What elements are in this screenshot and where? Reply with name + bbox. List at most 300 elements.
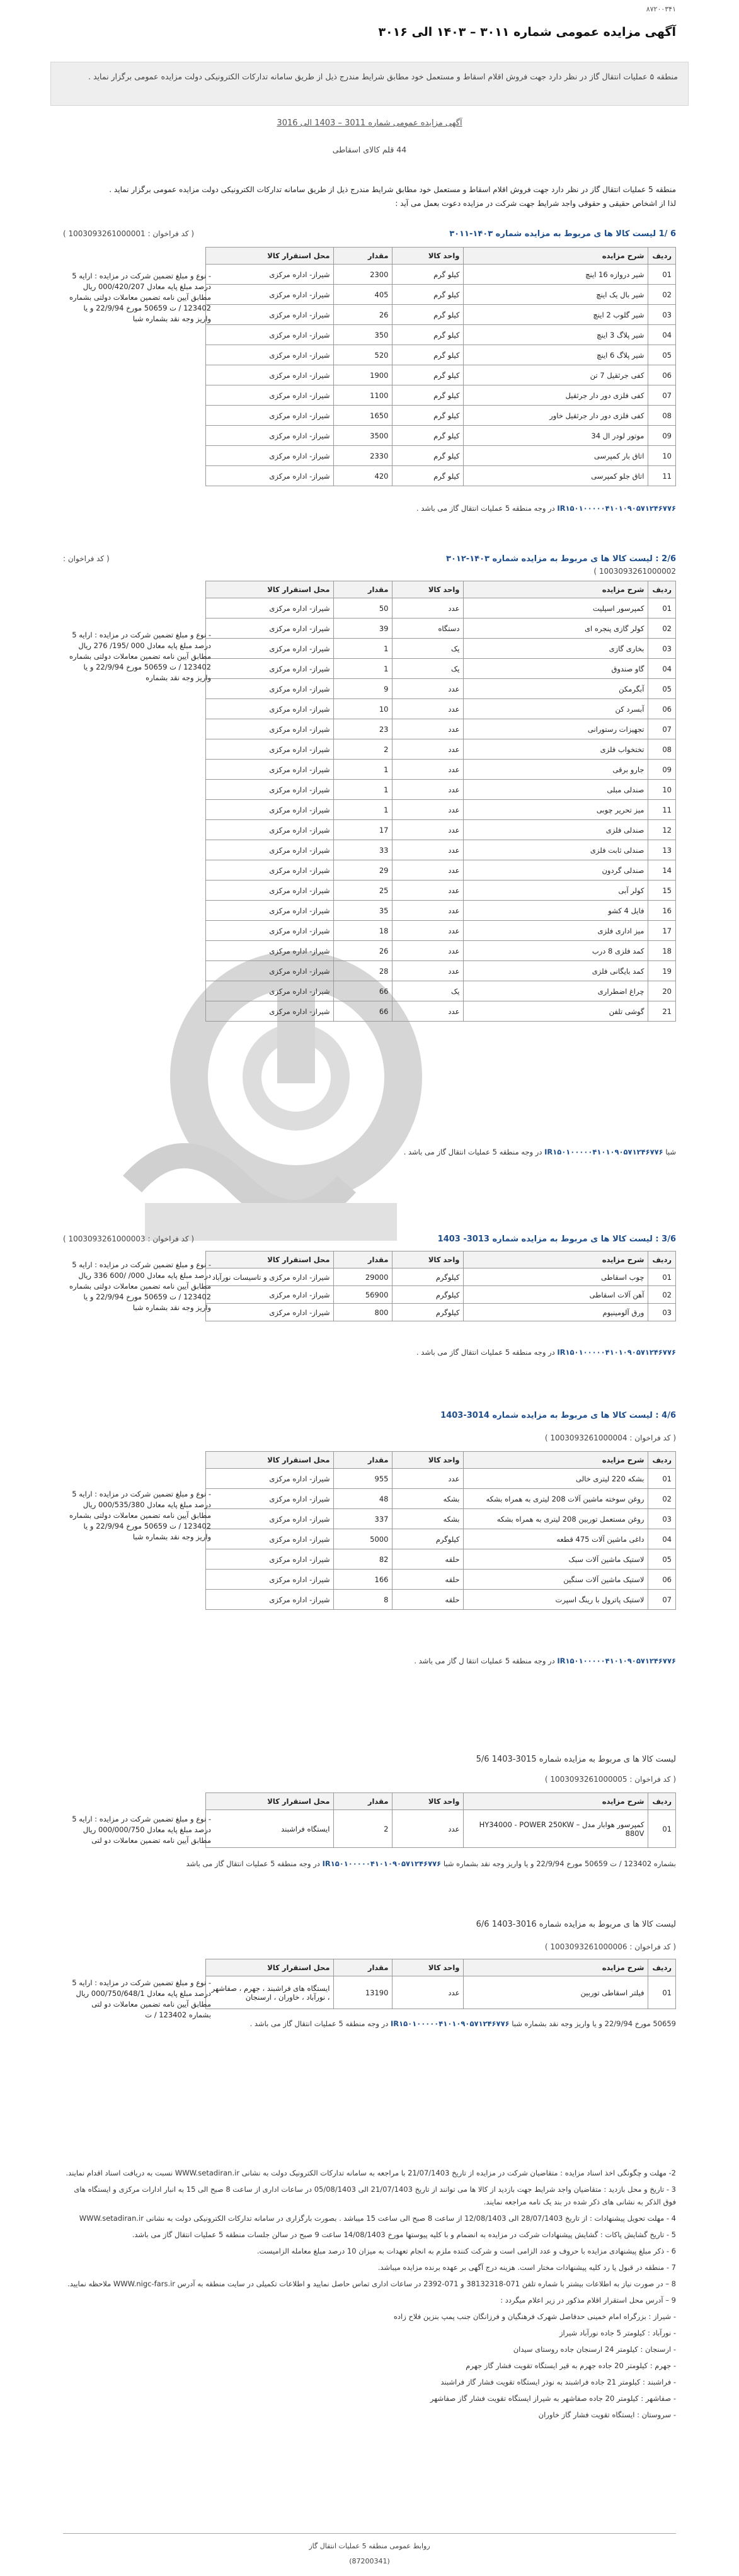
section-4-title [63, 1411, 676, 1420]
cell-row: 01 [648, 1810, 676, 1848]
cell-name: روغن سوخته ماشین آلات 208 لیتری به همراه بشکه [464, 1489, 648, 1509]
column-header-name: شرح مزایده [464, 248, 648, 265]
cell-place: شیراز- اداره مرکزی [206, 265, 334, 285]
table-header-row [206, 1452, 676, 1469]
section-4-heading: 4/6 : لیست کالا ها ی مربوط به مزایده شماره 3014-1403 [440, 1411, 676, 1420]
cell-place: شیراز- اداره مرکزی [206, 1509, 334, 1529]
conditions-list [63, 2167, 676, 2425]
cell-place: شیراز- اداره مرکزی [206, 881, 334, 901]
section-1-foot: در وجه منطقه 5 عملیات انتقال گاز می باشد . [416, 504, 555, 513]
cell-qty: 39 [334, 618, 392, 639]
cell-row: 04 [648, 325, 676, 345]
column-header-unit: واحد کالا [392, 1959, 464, 1976]
condition-item: - نورآباد : کیلومتر 5 جاده نورآباد شیراز [559, 2328, 676, 2337]
cell-name: صندلی ثابت فلزی [464, 840, 648, 860]
cell-name: شیر دروازه 16 اینچ [464, 265, 648, 285]
table-row [206, 345, 676, 365]
table-row [206, 800, 676, 820]
cell-name: لاستیک ماشین آلات سبک [464, 1549, 648, 1570]
cell-row: 05 [648, 1549, 676, 1570]
cell-place: شیراز- اداره مرکزی [206, 598, 334, 618]
cell-row: 04 [648, 1529, 676, 1549]
cell-unit: کیلوگرم [392, 1286, 464, 1304]
cell-unit: عدد [392, 1469, 464, 1489]
cell-place: شیراز- اداره مرکزی [206, 719, 334, 739]
table-row [206, 1976, 676, 2009]
cell-place: شیراز- اداره مرکزی [206, 820, 334, 840]
cell-row: 05 [648, 345, 676, 365]
cell-qty: 1 [334, 659, 392, 679]
footer-code: (87200341) [349, 2557, 390, 2565]
cell-qty: 13190 [334, 1976, 392, 2009]
section-1-payment-line [63, 504, 676, 513]
cell-place: شیراز- اداره مرکزی [206, 981, 334, 1001]
cell-name: تجهیزات رستورانی [464, 719, 648, 739]
table-row [206, 961, 676, 981]
cell-name: داغی ماشین آلات 475 قطعه [464, 1529, 648, 1549]
table-row [206, 1286, 676, 1304]
cell-row: 03 [648, 639, 676, 659]
cell-name: شیر بال یک اینچ [464, 285, 648, 305]
cell-place: شیراز- اداره مرکزی [206, 1529, 334, 1549]
section-5-code: ( کد فراخوان : 1003093261000005 ) [544, 1775, 676, 1784]
cell-row: 08 [648, 406, 676, 426]
section-6-table [205, 1959, 676, 2009]
section-2-table [205, 581, 676, 1022]
cell-unit: عدد [392, 719, 464, 739]
table-row [206, 739, 676, 760]
table-row [206, 466, 676, 486]
cell-unit: بشکه [392, 1509, 464, 1529]
cell-qty: 1 [334, 780, 392, 800]
cell-place: شیراز- اداره مرکزی [206, 446, 334, 466]
cell-name: تختخواب فلزی [464, 739, 648, 760]
cell-unit: عدد [392, 840, 464, 860]
column-header-name: شرح مزایده [464, 1251, 648, 1268]
section-4-foot: در وجه منطقه 5 عملیات انتقا ل گاز می باشد . [414, 1656, 555, 1665]
cell-row: 12 [648, 820, 676, 840]
section-3-iban: IR۱۵۰۱۰۰۰۰۰۴۱۰۱۰۹۰۵۷۱۲۴۶۷۷۶ [557, 1348, 676, 1357]
column-header-name: شرح مزایده [464, 581, 648, 598]
invitation-line: لذا از اشخاص حقیقی و حقوقی واجد شرایط جهت شرکت در مزایده دعوت بعمل می آید : [395, 199, 676, 208]
condition-item: - جهرم : کیلومتر 20 جاده جهرم به قیر ایستگاه تقویت فشار گاز جهرم [466, 2361, 676, 2370]
cell-row: 09 [648, 760, 676, 780]
column-header-name: شرح مزایده [464, 1793, 648, 1810]
cell-unit: حلقه [392, 1549, 464, 1570]
intro-box: منطقه ۵ عملیات انتقال گاز در نظر دارد جهت فروش اقلام اسقاط و مستعمل خود مطابق شرایط مندرج ذیل از طریق سامانه تدارکات الکترونیکی دولت مزایده عمومی برگزار نماید . [50, 62, 689, 106]
condition-item: 5 - تاریخ گشایش پاکات : گشایش پیشنهادات شرکت در مزایده به انضمام و با کلیه پیوستها مورخ 14/08/1403 ساعت 9 صبح در سالن جلسات منطقه 5 عملیات انتقال گاز می باشد. [132, 2230, 676, 2239]
cell-place: شیراز- اداره مرکزی [206, 659, 334, 679]
section-5-payment-line [63, 1859, 676, 1868]
cell-name: صندلی گردون [464, 860, 648, 881]
cell-unit: عدد [392, 800, 464, 820]
cell-row: 06 [648, 365, 676, 385]
cell-qty: 48 [334, 1489, 392, 1509]
table-row [206, 1810, 676, 1848]
cell-place: شیراز- اداره مرکزی [206, 365, 334, 385]
condition-item: - صفاشهر : کیلومتر 20 جاده صفاشهر به شیراز ایستگاه تقویت فشار گاز صفاشهر [430, 2394, 676, 2403]
section-1-guarantee-note: - نوع و مبلغ تضمین شرکت در مزایده : ارایه 5 درصد مبلغ پایه معادل 000/420/207 ریال مطابق آیین نامه تضمین معاملات دولتی بشماره 123402 / ت 50659 مورخ 22/9/94 و یا واریز وجه نقد بشماره شبا [69, 271, 211, 323]
cell-qty: 56900 [334, 1286, 392, 1304]
table-row [206, 699, 676, 719]
table-header-row [206, 581, 676, 598]
cell-unit: دستگاه [392, 618, 464, 639]
table-row [206, 1001, 676, 1022]
cell-name: کفی فلزی دور دار جرثقیل [464, 385, 648, 406]
section-6-foot: در وجه منطقه 5 عملیات انتقال گاز می باشد . [249, 2019, 389, 2028]
cell-qty: 350 [334, 325, 392, 345]
cell-name: لاستیک ماشین آلات سنگین [464, 1570, 648, 1590]
section-3-heading: 3/6 : لیست کالا ها ی مربوط به مزایده شماره 3013- 1403 [437, 1234, 676, 1244]
cell-unit: کیلو گرم [392, 265, 464, 285]
cell-name: جارو برقی [464, 760, 648, 780]
cell-place: شیراز- اداره مرکزی [206, 1570, 334, 1590]
cell-qty: 1650 [334, 406, 392, 426]
section-2-code: 1003093261000002 ) [593, 567, 676, 576]
cell-unit: عدد [392, 961, 464, 981]
cell-qty: 955 [334, 1469, 392, 1489]
column-header-qty: مقدار [334, 1251, 392, 1268]
condition-item: 3 - تاریخ و محل بازدید : متقاضیان واجد شرایط جهت بازدید از کالا ها می توانند از تاریخ 21/07/1403 الی 05/08/1403 در ساعات اداری از ساعت 8 صبح الی 15 به انبار ادارات مرکزی و ایستگاه های فوق الذکر به نشانی های ذکر شده در بند یک نامه مراجعه نمایند. [74, 2185, 676, 2206]
cell-unit: عدد [392, 780, 464, 800]
goods-count: 44 قلم کالای اسقاطی [332, 145, 407, 154]
cell-row: 18 [648, 941, 676, 961]
cell-qty: 28 [334, 961, 392, 981]
cell-qty: 420 [334, 466, 392, 486]
cell-row: 20 [648, 981, 676, 1001]
cell-place: شیراز- اداره مرکزی [206, 1001, 334, 1022]
cell-unit: یک [392, 981, 464, 1001]
cell-place: شیراز- اداره مرکزی [206, 1489, 334, 1509]
cell-qty: 66 [334, 981, 392, 1001]
cell-row: 04 [648, 659, 676, 679]
cell-qty: 1100 [334, 385, 392, 406]
condition-item: 6 - ذکر مبلغ پیشنهادی مزایده با حروف و عدد الزامی است و شرکت کننده ملزم به انجام تعهدات به میزان 10 درصد مبلغ معامله الزامیست. [256, 2247, 676, 2255]
column-header-row: ردیف [648, 248, 676, 265]
cell-row: 06 [648, 1570, 676, 1590]
cell-name: کولر گازی پنجره ای [464, 618, 648, 639]
cell-place: شیراز- اداره مرکزی [206, 1549, 334, 1570]
cell-name: کفی فلزی دور دار جرثقیل خاور [464, 406, 648, 426]
table-row [206, 325, 676, 345]
condition-item: 8 – در صورت نیاز به اطلاعات بیشتر با شماره تلفن 071-38132318 و 071-2392 در ساعات اداری تماس حاصل نمایید و اطلاعات تکمیلی در سایت منطقه به آدرس WWW.nigc-fars.ir ملاحظه نمایید. [67, 2279, 676, 2288]
column-header-place: محل استقرار کالا [206, 1251, 334, 1268]
section-2-iban: IR۱۵۰۱۰۰۰۰۰۴۱۰۱۰۹۰۵۷۱۲۴۶۷۷۶ [544, 1148, 663, 1156]
cell-name: شیر پلاگ 3 اینچ [464, 325, 648, 345]
cell-unit: حلقه [392, 1570, 464, 1590]
section-6-iban: IR۱۵۰۱۰۰۰۰۰۴۱۰۱۰۹۰۵۷۱۲۴۶۷۷۶ [391, 2019, 510, 2028]
column-header-row: ردیف [648, 1959, 676, 1976]
section-4-code: ( کد فراخوان : 1003093261000004 ) [544, 1433, 676, 1442]
cell-unit: عدد [392, 941, 464, 961]
table-row [206, 1529, 676, 1549]
cell-unit: عدد [392, 598, 464, 618]
column-header-qty: مقدار [334, 1452, 392, 1469]
cell-qty: 2 [334, 1810, 392, 1848]
column-header-name: شرح مزایده [464, 1959, 648, 1976]
cell-unit: کیلو گرم [392, 345, 464, 365]
cell-place: شیراز- اداره مرکزی [206, 1590, 334, 1610]
cell-qty: 26 [334, 941, 392, 961]
cell-qty: 82 [334, 1549, 392, 1570]
cell-name: آبگرمکن [464, 679, 648, 699]
cell-qty: 520 [334, 345, 392, 365]
cell-row: 17 [648, 921, 676, 941]
section-3-guarantee-note: - نوع و مبلغ تضمین شرکت در مزایده : ارایه 5 درصد مبلغ پایه معادل 000/ /600 336 ریال مطابق آیین نامه تضمین معاملات دولتی بشماره 123402 / ت 50659 مورخ 22/9/94 و یا واریز وجه نقد بشماره شبا [69, 1260, 211, 1312]
intro-text [63, 183, 676, 210]
section-3-foot: در وجه منطقه 5 عملیات انتقال گاز می باشد . [416, 1348, 555, 1357]
cell-name: اتاق بار کمپرسی [464, 446, 648, 466]
condition-item: 7 - منطقه در قبول یا رد کلیه پیشنهادات مختار است. هزینه درج آگهی بر عهده برنده مزایده میباشد. [377, 2263, 676, 2272]
cell-qty: 10 [334, 699, 392, 719]
cell-unit: کیلو گرم [392, 285, 464, 305]
cell-place: شیراز- اداره مرکزی [206, 285, 334, 305]
cell-qty: 1 [334, 800, 392, 820]
section-5-title [63, 1755, 676, 1764]
cell-name: بخاری گازی [464, 639, 648, 659]
cell-row: 21 [648, 1001, 676, 1022]
cell-name: صندلی فلزی [464, 820, 648, 840]
table-row [206, 426, 676, 446]
cell-row: 07 [648, 719, 676, 739]
cell-place: شیراز- اداره مرکزی [206, 921, 334, 941]
cell-unit: کیلو گرم [392, 325, 464, 345]
condition-item: 4 - مهلت تحویل پیشنهادات : از تاریخ 28/07/1403 الی 12/08/1403 از ساعت 8 صبح الی ساعت 15 میباشد . بصورت بارگزاری در سامانه تدارکات الکترونیکی دولت به نشانی WWW.setadiran.ir [79, 2214, 676, 2223]
cell-place: ایستگاه فراشبند [206, 1810, 334, 1848]
cell-name: کمد بایگانی فلزی [464, 961, 648, 981]
cell-row: 14 [648, 860, 676, 881]
cell-place: شیراز- اداره مرکزی و تاسیسات نورآباد [206, 1268, 334, 1286]
section-1-table [205, 247, 676, 486]
table-row [206, 618, 676, 639]
cell-qty: 8 [334, 1590, 392, 1610]
footer-divider [63, 2533, 676, 2534]
cell-name: بشکه 220 لیتری خالی [464, 1469, 648, 1489]
cell-place: شیراز- اداره مرکزی [206, 860, 334, 881]
cell-place: شیراز- اداره مرکزی [206, 618, 334, 639]
column-header-row: ردیف [648, 581, 676, 598]
table-row [206, 760, 676, 780]
cell-unit: عدد [392, 679, 464, 699]
table-row [206, 941, 676, 961]
section-6-guarantee-note: - نوع و مبلغ تضمین شرکت در مزایده : ارایه 5 درصد مبلغ پایه معادل 000/750/648/1 ریال مطابق آیین نامه تضمین معاملات دو لتی بشماره 123402 / ت [72, 1978, 211, 2019]
table-row [206, 385, 676, 406]
cell-qty: 29000 [334, 1268, 392, 1286]
cell-place: شیراز- اداره مرکزی [206, 760, 334, 780]
table-row [206, 365, 676, 385]
cell-name: موتور لودر ال 34 [464, 426, 648, 446]
cell-qty: 33 [334, 840, 392, 860]
cell-name: اتاق جلو کمپرسی [464, 466, 648, 486]
cell-place: شیراز- اداره مرکزی [206, 679, 334, 699]
cell-place: ایستگاه های فراشبند ، جهرم ، صفاشهر ، نورآباد ، خاوران ، ارسنجان [206, 1976, 334, 2009]
section-5-table [205, 1792, 676, 1848]
section-4-payment-line [63, 1656, 676, 1665]
cell-place: شیراز- اداره مرکزی [206, 325, 334, 345]
table-row [206, 860, 676, 881]
section-4-table [205, 1451, 676, 1610]
cell-place: شیراز- اداره مرکزی [206, 466, 334, 486]
cell-qty: 337 [334, 1509, 392, 1529]
column-header-place: محل استقرار کالا [206, 1959, 334, 1976]
cell-row: 01 [648, 598, 676, 618]
cell-unit: کیلوگرم [392, 1268, 464, 1286]
table-row [206, 820, 676, 840]
section-5-iban: IR۱۵۰۱۰۰۰۰۰۴۱۰۱۰۹۰۵۷۱۲۴۶۷۷۶ [322, 1859, 442, 1868]
cell-unit: کیلو گرم [392, 426, 464, 446]
cell-row: 02 [648, 1489, 676, 1509]
table-row [206, 265, 676, 285]
cell-row: 06 [648, 699, 676, 719]
column-header-unit: واحد کالا [392, 581, 464, 598]
cell-qty: 23 [334, 719, 392, 739]
section-3-table [205, 1251, 676, 1321]
cell-row: 03 [648, 305, 676, 325]
cell-row: 19 [648, 961, 676, 981]
section-2-payment-line [63, 1148, 676, 1156]
cell-qty: 3500 [334, 426, 392, 446]
cell-unit: عدد [392, 901, 464, 921]
cell-name: میز تحریر چوبی [464, 800, 648, 820]
table-header-row [206, 1251, 676, 1268]
cell-row: 16 [648, 901, 676, 921]
cell-qty: 1 [334, 639, 392, 659]
cell-name: کفی جرثقیل 7 تن [464, 365, 648, 385]
cell-place: شیراز- اداره مرکزی [206, 780, 334, 800]
cell-name: فایل 4 کشو [464, 901, 648, 921]
cell-unit: عدد [392, 760, 464, 780]
cell-unit: عدد [392, 860, 464, 881]
table-row [206, 1304, 676, 1321]
cell-place: شیراز- اداره مرکزی [206, 800, 334, 820]
cell-row: 05 [648, 679, 676, 699]
sub-title: آگهی مزایده عمومی شماره 3011 – 1403 الی 3016 [277, 118, 462, 128]
cell-qty: 1900 [334, 365, 392, 385]
cell-qty: 29 [334, 860, 392, 881]
cell-unit: کیلوگرم [392, 1304, 464, 1321]
cell-qty: 166 [334, 1570, 392, 1590]
section-5-guarantee-note: - نوع و مبلغ تضمین شرکت در مزایده : ارایه 5 درصد مبلغ پایه معادل 000/000/750 ریال مطابق آیین نامه تضمین معاملات دو لتی [72, 1815, 211, 1845]
cell-place: شیراز- اداره مرکزی [206, 840, 334, 860]
condition-item: - فراشبند : کیلومتر 21 جاده فراشبند به نوذر ایستگاه تقویت فشار گاز فراشبند [440, 2378, 676, 2386]
table-row [206, 840, 676, 860]
condition-item: - شیراز : بزرگراه امام خمینی حدفاصل شهرک فرهنگیان و فرزانگان جنب پمپ بنزین فلاح زاده [393, 2312, 676, 2321]
doc-number: ۸۷۲۰۰۳۴۱ [646, 5, 676, 13]
cell-row: 11 [648, 800, 676, 820]
section-1-iban: IR۱۵۰۱۰۰۰۰۰۴۱۰۱۰۹۰۵۷۱۲۴۶۷۷۶ [557, 504, 676, 513]
column-header-place: محل استقرار کالا [206, 581, 334, 598]
cell-name: روغن مستعمل توربین 208 لیتری به همراه بشکه [464, 1509, 648, 1529]
table-row [206, 1268, 676, 1286]
cell-row: 13 [648, 840, 676, 860]
cell-place: شیراز- اداره مرکزی [206, 961, 334, 981]
condition-item: - ارسنجان : کیلومتر 24 ارسنجان جاده روستای سیدان [513, 2345, 676, 2354]
cell-qty: 26 [334, 305, 392, 325]
section-4-guarantee-note: - نوع و مبلغ تضمین شرکت در مزایده : ارایه 5 درصد مبلغ پایه معادل 000/535/380 ریال مطابق آیین نامه تضمین معاملات دولتی بشماره 123402 / ت 50659 مورخ 22/9/94 و یا واریز وجه نقد بشماره شبا [69, 1490, 211, 1541]
cell-row: 03 [648, 1304, 676, 1321]
column-header-row: ردیف [648, 1452, 676, 1469]
table-row [206, 446, 676, 466]
cell-unit: عدد [392, 820, 464, 840]
column-header-place: محل استقرار کالا [206, 248, 334, 265]
table-row [206, 780, 676, 800]
cell-row: 02 [648, 1286, 676, 1304]
cell-name: شیر پلاگ 6 اینچ [464, 345, 648, 365]
table-row [206, 406, 676, 426]
column-header-row: ردیف [648, 1793, 676, 1810]
cell-row: 01 [648, 1976, 676, 2009]
section-6-payment-line [63, 2019, 676, 2028]
footer-text: روابط عمومی منطقه 5 عملیات انتقال گاز [309, 2542, 430, 2550]
section-2-foot: در وجه منطقه 5 عملیات انتقال گاز می باشد . [403, 1148, 542, 1156]
cell-name: کمد فلزی 8 درب [464, 941, 648, 961]
cell-place: شیراز- اداره مرکزی [206, 345, 334, 365]
cell-qty: 5000 [334, 1529, 392, 1549]
column-header-qty: مقدار [334, 248, 392, 265]
table-row [206, 1489, 676, 1509]
table-row [206, 639, 676, 659]
cell-name: کمپرسور اسپلیت [464, 598, 648, 618]
table-row [206, 1469, 676, 1489]
cell-name: چراغ اضطراری [464, 981, 648, 1001]
cell-place: شیراز- اداره مرکزی [206, 305, 334, 325]
cell-qty: 35 [334, 901, 392, 921]
column-header-qty: مقدار [334, 1793, 392, 1810]
section-6-heading: لیست کالا ها ی مربوط به مزایده شماره 3016-1403 6/6 [476, 1920, 676, 1929]
intro-paragraph: منطقه 5 عملیات انتقال گاز در نظر دارد جهت فروش اقلام اسقاط و مستعمل خود مطابق شرایط مندرج ذیل از طریق سامانه تدارکات الکترونیکی دولت مزایده عمومی برگزار نماید . [109, 185, 676, 194]
column-header-unit: واحد کالا [392, 1452, 464, 1469]
cell-unit: عدد [392, 1810, 464, 1848]
column-header-place: محل استقرار کالا [206, 1452, 334, 1469]
table-header-row [206, 248, 676, 265]
section-6-foot-pre: 50659 مورخ 22/9/94 و یا واریز وجه نقد بشماره شبا [512, 2019, 676, 2028]
cell-row: 09 [648, 426, 676, 446]
section-5-foot-pre: بشماره 123402 / ت 50659 مورخ 22/9/94 و یا واریز وجه نقد بشماره شبا [443, 1859, 676, 1868]
cell-place: شیراز- اداره مرکزی [206, 639, 334, 659]
cell-name: لاستیک پاترول با رینگ اسپرت [464, 1590, 648, 1610]
cell-unit: یک [392, 639, 464, 659]
section-1-heading: 6 /1 لیست کالا ها ی مربوط به مزایده شماره ۱۴۰۳-۳۰۱۱ [449, 229, 676, 239]
table-row [206, 1509, 676, 1529]
cell-name: صندلی مبلی [464, 780, 648, 800]
cell-row: 01 [648, 265, 676, 285]
section-5-foot: در وجه منطقه 5 عملیات انتقال گاز می باشد [186, 1859, 320, 1868]
cell-place: شیراز- اداره مرکزی [206, 1469, 334, 1489]
cell-name: آبسرد کن [464, 699, 648, 719]
cell-name: میز اداری فلزی [464, 921, 648, 941]
cell-row: 11 [648, 466, 676, 486]
cell-place: شیراز- اداره مرکزی [206, 739, 334, 760]
section-2-foot-pre: شبا [665, 1148, 676, 1156]
cell-name: کمپرسور هوابار مدل HY34000 - POWER 250KW – 880V [464, 1810, 648, 1848]
table-row [206, 679, 676, 699]
cell-qty: 1 [334, 760, 392, 780]
page-title: آگهی مزایده عمومی شماره ۳۰۱۱ – ۱۴۰۳ الی ۳۰۱۶ [378, 25, 676, 39]
cell-unit: حلقه [392, 1590, 464, 1610]
table-row [206, 1549, 676, 1570]
cell-name: کولر آبی [464, 881, 648, 901]
section-2-heading: 2/6 : لیست کالا ها ی مربوط به مزایده شماره ۱۴۰۳-۳۰۱۲ [446, 554, 676, 564]
cell-place: شیراز- اداره مرکزی [206, 406, 334, 426]
column-header-unit: واحد کالا [392, 248, 464, 265]
cell-row: 07 [648, 385, 676, 406]
cell-unit: عدد [392, 1001, 464, 1022]
table-row [206, 921, 676, 941]
cell-unit: کیلو گرم [392, 305, 464, 325]
table-row [206, 981, 676, 1001]
column-header-place: محل استقرار کالا [206, 1793, 334, 1810]
column-header-name: شرح مزایده [464, 1452, 648, 1469]
